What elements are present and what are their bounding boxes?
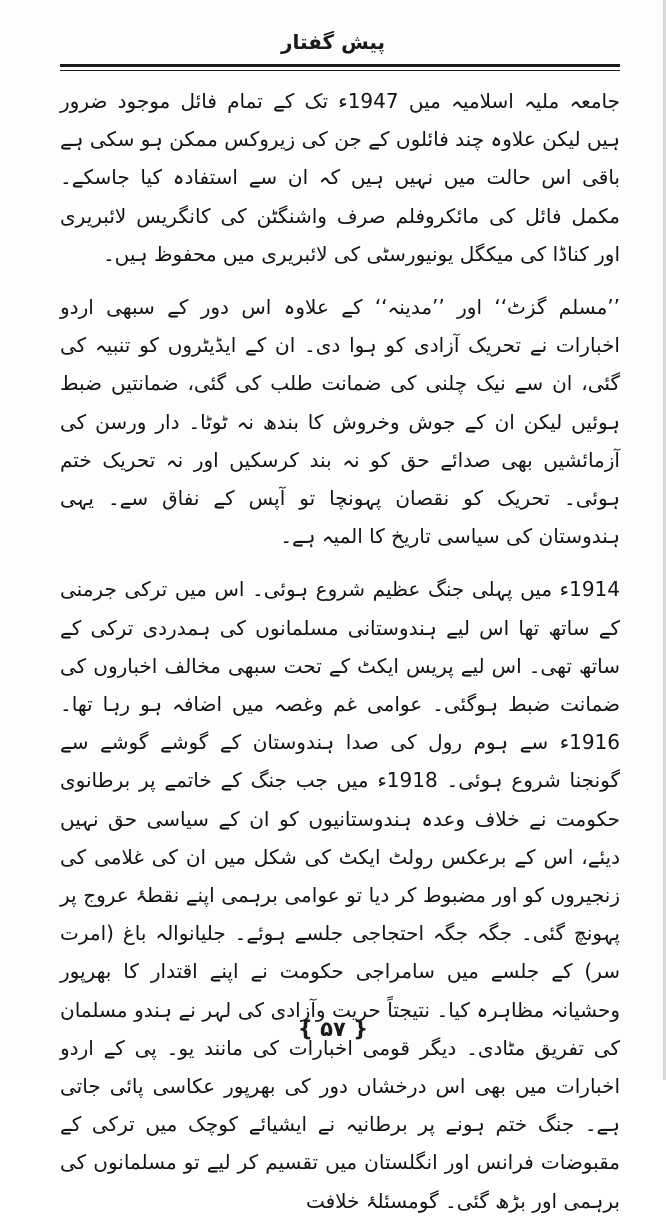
page-number: { ۵۷ } <box>297 1017 369 1041</box>
paragraph-world-war: 1914ء میں پہلی جنگ عظیم شروع ہوئی۔ اس میں ترکی جرمنی کے ساتھ تھا اس لیے ہندوستانی مسلمانوں کی ہمدردی ترکی کے ساتھ تھی۔ اس لیے پریس ایکٹ کے تحت سبھی مخالف اخباروں کی ضمانت ضبط ہوگئی۔ عوامی غم وغصہ میں اضافہ ہو رہا تھا۔ 1916ء سے ہوم رول کی صدا ہندوستان کے گوشے گوشے سے گونجنا شروع ہوئی۔ 1918ء میں جب جنگ کے خاتمے پر برطانوی حکومت نے خلاف وعدہ ہندوستانیوں کو ان کے سیاسی حق نہیں دیئے، اس کے برعکس رولٹ ایکٹ کی شکل میں ان کی غلامی کی زنجیروں کو اور مضبوط کر دیا تو عوامی برہمی اپنے نقطۂ عروج پر پہونچ گئی۔ جگہ جگہ احتجاجی جلسے ہوئے۔ جلیانوالہ باغ (امرت سر) کے جلسے میں سامراجی حکومت نے اپنے اقتدار کا بھرپور وحشیانہ مظاہرہ کیا۔ نتیجتاً حریت وآزادی کی لہر نے ہندو مسلمان کی تفریق مٹادی۔ دیگر قومی اخبارات کی مانند یو۔ پی کے اردو اخبارات میں بھی اس درخشاں دور کی بھرپور عکاسی پائی جاتی ہے۔ جنگ ختم ہونے پر برطانیہ نے ایشیائے کوچک میں ترکی کے مقبوضات فرانس اور انگلستان میں تقسیم کر لیے تو مسلمانوں کی برہمی اور بڑھ گئی۔ گومسئلۂ خلافت <box>60 577 620 1213</box>
header-rule-thick <box>60 64 620 67</box>
page-header-title: پیش گفتار <box>280 30 386 54</box>
header-rule-thin <box>60 70 620 71</box>
paragraph-archives: جامعہ ملیہ اسلامیہ میں 1947ء تک کے تمام فائل موجود ضرور ہیں لیکن علاوہ چند فائلوں کے جن کی زیروکس ممکن ہو سکی ہے باقی اس حالت میں نہیں ہیں کہ ان سے استفادہ کیا جاسکے۔ مکمل فائل کی مائکروفلم صرف واشنگٹن کی کانگریس لائبریری اور کناڈا کی میکگل یونیورسٹی کی لائبریری میں محفوظ ہیں۔ <box>60 89 620 266</box>
page-body <box>60 82 620 1220</box>
paragraph-urdu-press: ’’مسلم گزٹ‘‘ اور ’’مدینہ‘‘ کے علاوہ اس دور کے سبھی اردو اخبارات نے تحریک آزادی کو ہوا دی۔ ان کے ایڈیٹروں کو تنبیہ کی گئی، ان سے نیک چلنی کی ضمانت طلب کی گئی، ضمانتیں ضبط ہوئیں لیکن ان کے جوش وخروش کا بندھ نہ ٹوٹا۔ دار ورسن کی آزمائشیں بھی صدائے حق کو نہ بند کرسکیں اور نہ تحریک ختم ہوئی۔ تحریک کو نقصان پہونچا تو آپس کے نفاق سے۔ یہی ہندوستان کی سیاسی تاریخ کا المیہ ہے۔ <box>60 295 620 549</box>
